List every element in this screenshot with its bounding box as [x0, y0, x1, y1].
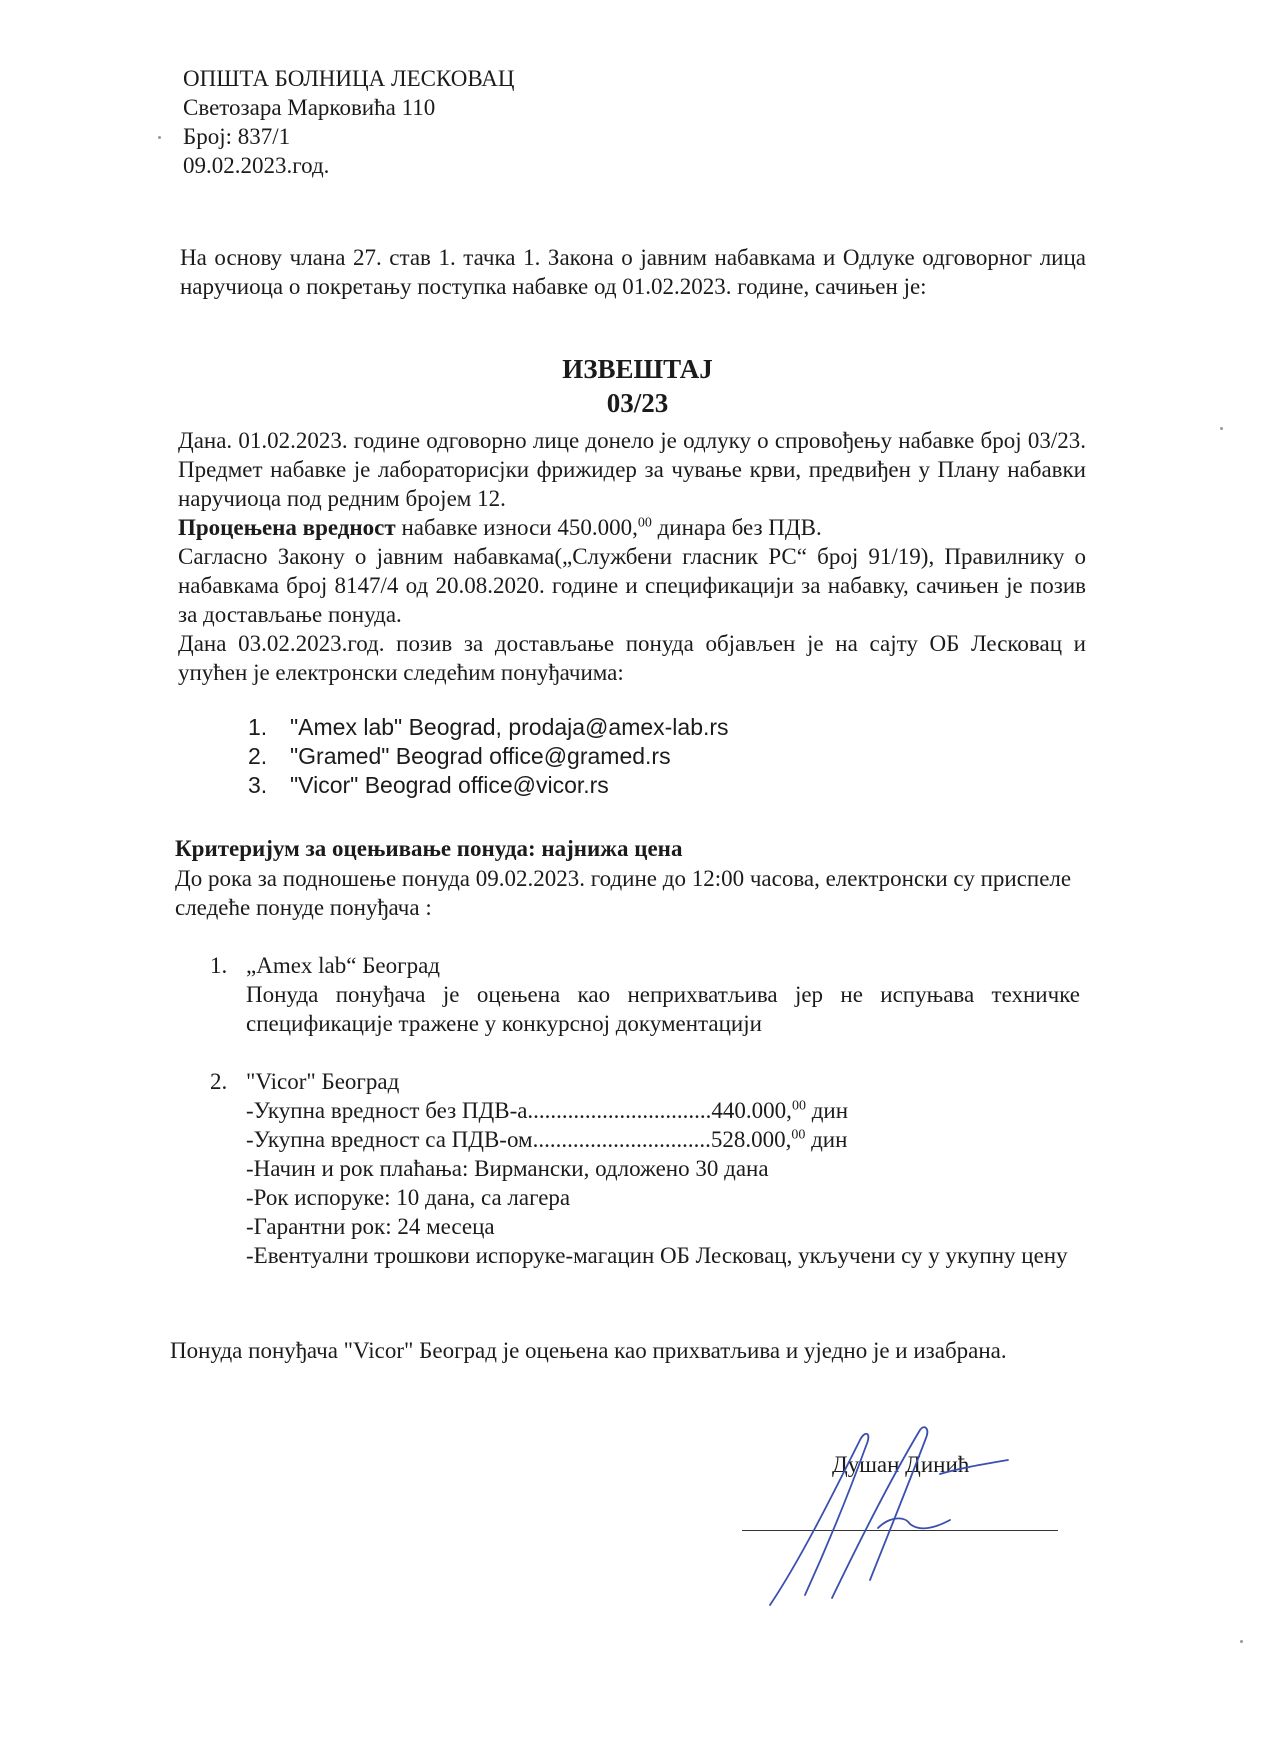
offer-number: 2.	[210, 1069, 228, 1094]
signature-stroke	[878, 1518, 950, 1528]
signature-stroke	[940, 1460, 1008, 1474]
estimate-text: набавке износи 450.000,	[395, 515, 638, 540]
signature-stroke	[832, 1427, 927, 1598]
list-item	[248, 771, 1048, 800]
document-header	[183, 64, 883, 180]
total-with-vat-superscript: 00	[791, 1127, 806, 1143]
payment-terms: -Начин и рок плаћања: Вирмански, одложено 30 дана	[246, 1156, 769, 1181]
total-without-vat-unit: дин	[805, 1098, 849, 1123]
total-with-vat-unit: дин	[805, 1127, 848, 1152]
document-date: 09.02.2023.год.	[183, 153, 330, 178]
total-with-vat	[246, 1125, 1080, 1154]
offer-number: 1.	[210, 953, 228, 978]
list-item	[248, 713, 1048, 742]
offer-bidder-name: „Amex lab“ Београд	[246, 953, 440, 978]
report-title: ИЗВЕШТАЈ	[562, 354, 713, 384]
total-with-vat-label: -Укупна вредност са ПДВ-ом...............................528.000,	[246, 1127, 792, 1152]
intro-paragraph: На основу члана 27. став 1. тачка 1. Закона о јавним набавкама и Одлуке одговорног лица наручиоца о покретању поступка набавке од 01.02.2023. године, сачињен је:	[180, 245, 1086, 299]
institution-address: Светозара Марковића 110	[183, 95, 436, 120]
delivery-terms: -Рок испоруке: 10 дана, са лагера	[246, 1185, 571, 1210]
scan-speck	[1240, 1640, 1243, 1643]
offer-item-vicor	[210, 1067, 1080, 1270]
law-paragraph: Сагласно Закону о јавним набавкама(„Службени гласник РС“ број 91/19), Правилнику о набавкама број 8147/4 од 20.08.2020. године и спецификацији за набавку, сачињен је позив за достављање понуда.	[178, 544, 1086, 627]
bidder-text: "Gramed" Beograd office@gramed.rs	[290, 743, 671, 769]
report-body	[178, 426, 1086, 687]
estimate-label: Процењена вредност	[178, 515, 396, 540]
invitation-paragraph: Дана 03.02.2023.год. позив за достављање понуда објављен је на сајту ОБ Лесковац и упућен је електронски следећим понуђачима:	[178, 631, 1086, 685]
offer-bidder-name: "Vicor" Београд	[246, 1069, 400, 1094]
delivery-costs: -Евентуални трошкови испоруке-магацин ОБ Лесковац, укључени су у укупну цену	[246, 1243, 1068, 1268]
offer-evaluation: Понуда понуђача је оцењена као неприхватљива јер не испуњава техничке спецификације тражене у конкурсној документацији	[246, 982, 1080, 1036]
report-number: 03/23	[606, 388, 669, 418]
bidder-list	[248, 713, 1048, 800]
conclusion-paragraph: Понуда понуђача "Vicor" Београд је оцењена као прихватљива и уједно је и изабрана.	[170, 1338, 1007, 1363]
bidder-text: "Amex lab" Beograd, prodaja@amex-lab.rs	[290, 714, 729, 740]
list-number: 2.	[248, 743, 268, 769]
scan-speck	[158, 136, 161, 139]
criteria-text: До рока за подношење понуда 09.02.2023. године до 12:00 часова, електронски су приспеле следеће понуде понуђача :	[175, 866, 1072, 920]
decision-paragraph: Дана. 01.02.2023. године одговорно лице донело је одлуку о спровођењу набавке број 03/23. Предмет набавке је лабораторисјки фрижидер за чување крви, предвиђен у Плану набавки наручиоца под редним бројем 12.	[178, 428, 1086, 511]
total-without-vat	[246, 1096, 1080, 1125]
institution-name: ОПШТА БОЛНИЦА ЛЕСКОВАЦ	[183, 66, 515, 91]
estimate-superscript: 00	[637, 515, 652, 531]
signature-stroke	[770, 1434, 868, 1605]
estimate-tail: динара без ПДВ.	[651, 515, 822, 540]
total-without-vat-label: -Укупна вредност без ПДВ-а................................440.000,	[246, 1098, 792, 1123]
total-without-vat-superscript: 00	[791, 1098, 806, 1114]
handwritten-signature	[760, 1420, 1060, 1620]
list-number: 1.	[248, 714, 268, 740]
document-number: Број: 837/1	[183, 124, 291, 149]
list-number: 3.	[248, 772, 268, 798]
estimate-paragraph	[178, 513, 1086, 542]
signatory-name: Душан Динић	[832, 1452, 970, 1477]
scan-speck	[1220, 427, 1223, 430]
bidder-text: "Vicor" Beograd office@vicor.rs	[290, 772, 609, 798]
criteria-heading: Критеријум за оцењивање понуда: најнижа цена	[175, 836, 683, 861]
warranty-terms: -Гарантни рок: 24 месеца	[246, 1214, 495, 1239]
list-item	[248, 742, 1048, 771]
offer-item-amex	[210, 951, 1080, 1038]
